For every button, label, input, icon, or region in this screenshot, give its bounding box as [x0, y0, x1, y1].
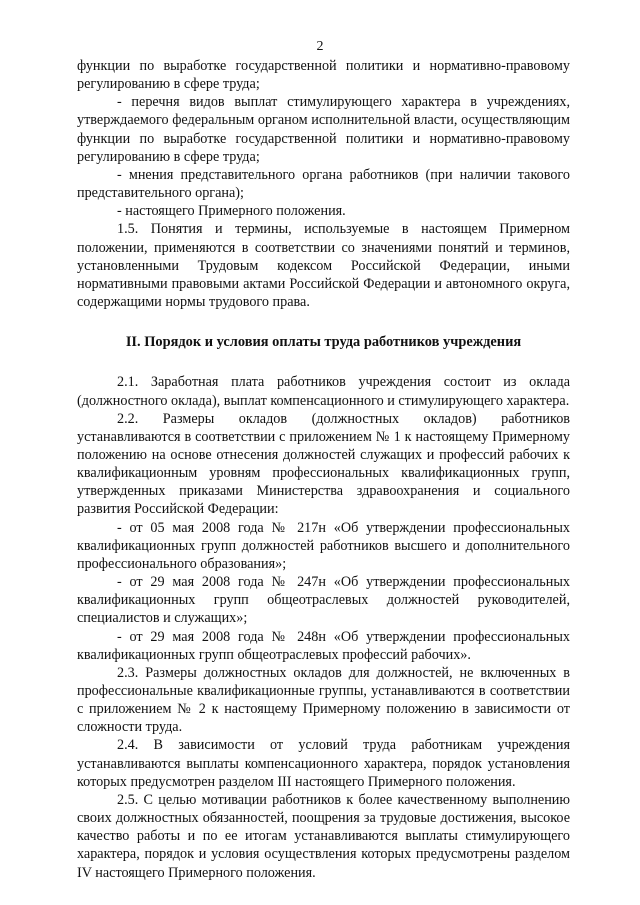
paragraph: функции по выработке государственной политики и нормативно-правовому регулированию в сфере труда;: [77, 58, 570, 93]
document-body: [77, 57, 570, 882]
paragraph: - от 29 мая 2008 года № 248н «Об утверждении профессиональных квалификационных групп общеотраслевых профессий рабочих».: [77, 628, 570, 663]
paragraph: 2.1. Заработная плата работников учреждения состоит из оклада (должностного оклада), выплат компенсационного и стимулирующего характера.: [77, 374, 570, 409]
page-number: 2: [316, 39, 324, 54]
paragraph: 2.3. Размеры должностных окладов для должностей, не включенных в профессиональные квалификационные группы, устанавливаются в соответствии с приложением № 2 к настоящему Примерному положению в зависимости от сложности труда.: [77, 664, 570, 736]
paragraph: 2.4. В зависимости от условий труда работникам учреждения устанавливаются выплаты компенсационного характера, порядок установления которых предусмотрен разделом III настоящего Примерного положения.: [77, 737, 570, 790]
paragraph: - от 29 мая 2008 года № 247н «Об утверждении профессиональных квалификационных групп общеотраслевых должностей руководителей, специалистов и служащих»;: [77, 574, 570, 627]
paragraph: 2.5. С целью мотивации работников к более качественному выполнению своих должностных обязанностей, поощрения за трудовые достижения, высокое качество работы и по ее итогам устанавливаются выплаты стимулирующего характера, порядок и условия осуществления которых предусмотрены разделом IV настоящего Примерного положения.: [77, 791, 570, 881]
paragraph: 2.2. Размеры окладов (должностных окладов) работников устанавливаются в соответствии с приложением № 1 к настоящему Примерному положению на основе отнесения должностей служащих и профессий рабочих к квалификационным уровням профессиональных квалификационных групп, утвержденных приказами Министерства здравоохранения и социального развития Российской Федерации:: [77, 410, 570, 518]
paragraph: - мнения представительного органа работников (при наличии такового представительного органа);: [77, 166, 570, 202]
paragraph: 1.5. Понятия и термины, используемые в настоящем Примерном положении, применяются в соответствии со значениями понятий и терминов, установленными Трудовым кодексом Российской Федерации, иными нормативными правовыми актами Российской Федерации и автономного округа, содержащими нормы трудового права.: [77, 221, 570, 311]
paragraph: - настоящего Примерного положения.: [117, 203, 346, 220]
paragraph: - перечня видов выплат стимулирующего характера в учреждениях, утверждаемого федеральным органом исполнительной власти, осуществляющим функции по выработке государственной политики и нормативно-правовому регулированию в сфере труда;: [77, 94, 570, 165]
paragraph: - от 05 мая 2008 года № 217н «Об утверждении профессиональных квалификационных групп должностей работников высшего и дополнительного профессионального образования»;: [77, 519, 570, 572]
section-heading: II. Порядок и условия оплаты труда работников учреждения: [125, 334, 522, 351]
